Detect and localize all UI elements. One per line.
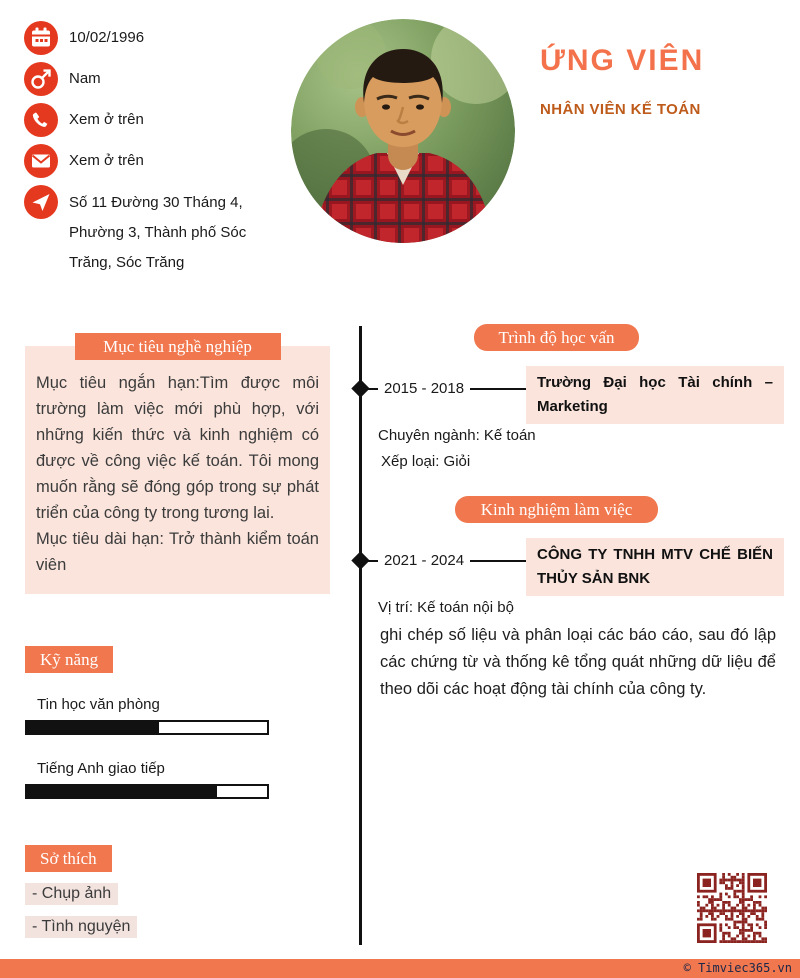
skill-bar-fill: [27, 786, 217, 797]
experience-description: ghi chép số liệu và phân loại các báo cáo, sau đó lập các chứng từ và thống kê tổng quát những dữ liệu để theo dõi các hoạt động tài chính của công ty.: [380, 626, 776, 698]
location-icon: [24, 185, 58, 219]
education-grade: Xếp loại: Giỏi: [381, 453, 471, 470]
experience-period: 2021 - 2024: [378, 550, 470, 572]
skill-label: Tin học văn phòng: [37, 696, 160, 713]
skill-item: [25, 760, 330, 799]
hobby-label: - Chụp ảnh: [25, 883, 118, 905]
objective-heading: Mục tiêu nghề nghiệp: [75, 333, 281, 360]
hobbies-section: [25, 845, 330, 938]
name-block: [540, 44, 790, 118]
hobby-label: - Tình nguyện: [25, 916, 137, 938]
education-major: Chuyên ngành: Kế toán: [378, 427, 536, 444]
job-title: NHÂN VIÊN KẾ TOÁN: [540, 101, 701, 118]
education-heading: Trình độ học vấn: [474, 324, 639, 351]
contact-row-birthday: [24, 21, 281, 55]
contact-row-gender: [24, 62, 281, 96]
site-credit: © Timviec365.vn: [683, 961, 792, 975]
skills-section: [25, 646, 330, 799]
skill-item: [25, 696, 330, 735]
skill-bar-fill: [27, 722, 159, 733]
education-period: 2015 - 2018: [378, 378, 470, 400]
education-school: Trường Đại học Tài chính – Marketing: [526, 366, 784, 424]
hobby-item: [25, 883, 330, 905]
gender-icon: [24, 62, 58, 96]
objective-short-term: Mục tiêu ngắn hạn:Tìm được môi trường làm việc mới phù hợp, với những kiến thức và kinh nghiệm có được về công việc kế toán. Tôi mong muốn rằng sẽ đóng góp trong sự phát triển của công ty trong tương lai.: [36, 374, 319, 522]
contact-list: [24, 21, 281, 278]
timeline-diamond: [351, 379, 369, 397]
hobby-item: [25, 916, 330, 938]
timeline-line: [359, 326, 362, 945]
experience-position: Vị trí: Kế toán nội bộ: [378, 599, 514, 616]
objective-long-term: Mục tiêu dài hạn: Trở thành kiểm toán viên: [36, 530, 319, 574]
experience-heading: Kinh nghiệm làm việc: [455, 496, 658, 523]
profile-photo: [291, 19, 515, 243]
candidate-name: ỨNG VIÊN: [540, 44, 705, 77]
qr-code: [697, 873, 767, 943]
skills-heading: Kỹ năng: [25, 646, 113, 673]
address-value: Số 11 Đường 30 Tháng 4, Phường 3, Thành phố Sóc Trăng, Sóc Trăng: [69, 194, 247, 271]
contact-row-email: [24, 144, 281, 178]
phone-value: Xem ở trên: [69, 111, 144, 128]
calendar-icon: [24, 21, 58, 55]
contact-row-address: [24, 185, 281, 278]
birthday-value: 10/02/1996: [69, 29, 145, 46]
objective-body: [25, 346, 330, 594]
objective-section: [25, 333, 330, 594]
skill-bar: [25, 784, 269, 799]
timeline-diamond: [351, 551, 369, 569]
hobbies-heading: Sở thích: [25, 845, 112, 872]
email-icon: [24, 144, 58, 178]
experience-company: CÔNG TY TNHH MTV CHẾ BIẾN THỦY SẢN BNK: [526, 538, 784, 596]
contact-row-phone: [24, 103, 281, 137]
footer-bar: [0, 959, 800, 978]
skill-bar: [25, 720, 269, 735]
email-value: Xem ở trên: [69, 152, 144, 169]
phone-icon: [24, 103, 58, 137]
gender-value: Nam: [69, 70, 101, 87]
skill-label: Tiếng Anh giao tiếp: [37, 760, 165, 777]
